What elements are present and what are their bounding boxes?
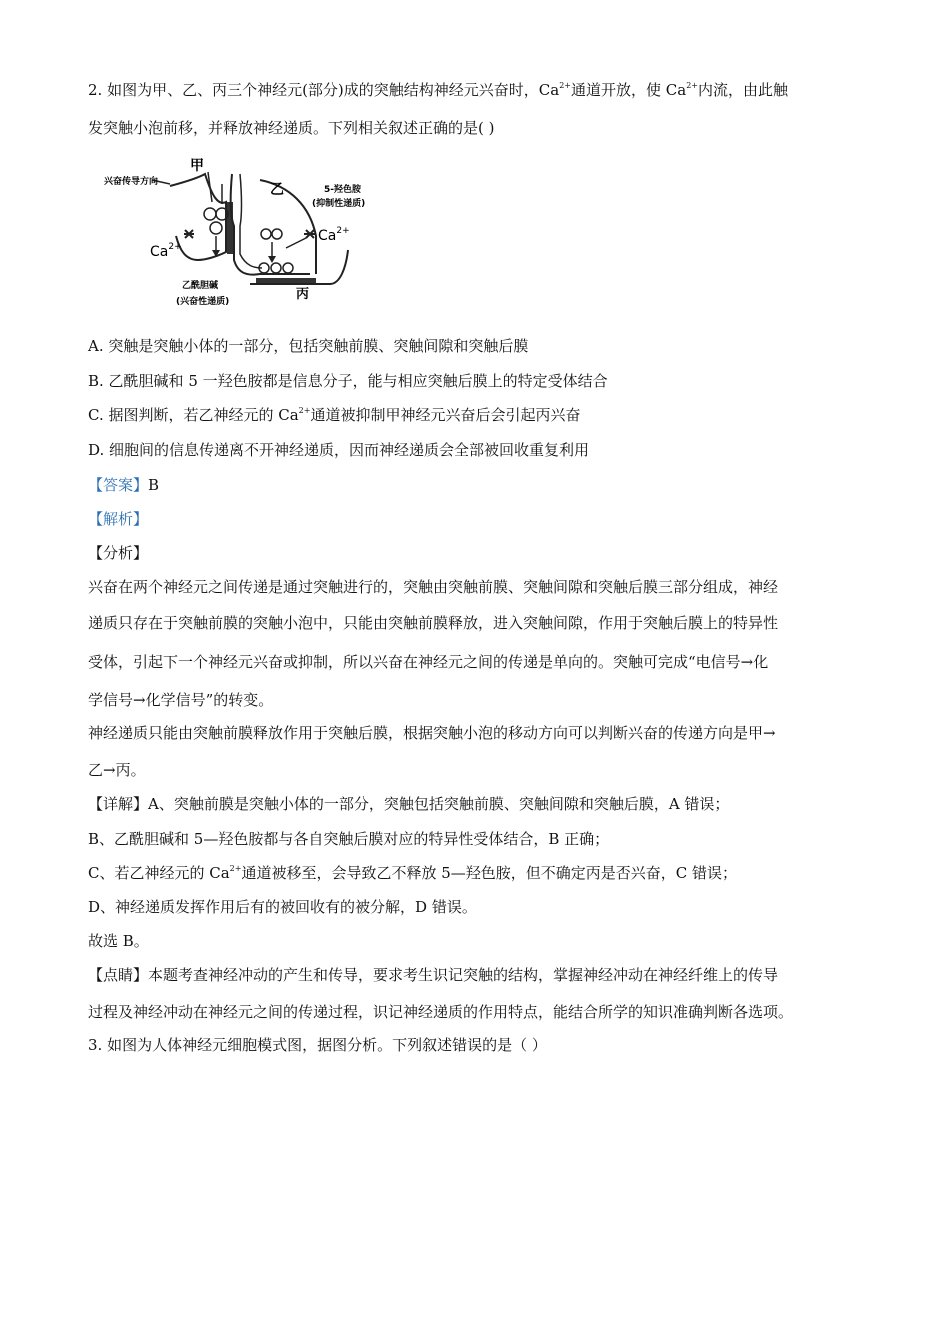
option-a: A. 突触是突触小体的一部分，包括突触前膜、突触间隙和突触后膜 — [88, 337, 529, 355]
label-ach-note: (兴奋性递质) — [176, 297, 230, 307]
comment-line-1: 【点睛】本题考查神经冲动的产生和传导，要求考生识记突触的结构，掌握神经冲动在神经纤维上的传导 — [88, 966, 779, 984]
question-2-line-1: 2. 如图为甲、乙、丙三个神经元(部分)成的突触结构神经元兴奋时，$Ca^{2+}$通道开放，使 $Ca^{2+}$内流，由此触 — [88, 81, 789, 99]
fenxi-p1-line-1: 兴奋在两个神经元之间传递是通过突触进行的，突触由突触前膜、突触间隙和突触后膜三部分组成，神经 — [88, 578, 779, 596]
vesicle — [204, 208, 216, 220]
label-5ht-note: (抑制性递质) — [312, 199, 366, 209]
postsynaptic-membrane-bing — [256, 278, 316, 283]
fenxi-p2-line-1: 神经递质只能由突触前膜释放作用于突触后膜，根据突触小泡的移动方向可以判断兴奋的传递方向是甲→ — [88, 724, 776, 742]
calcium-arrow — [286, 238, 306, 248]
detail-line-5: 故选 B。 — [88, 932, 149, 950]
option-c: C. 据图判断，若乙神经元的 $Ca^{2+}$通道被抑制甲神经元兴奋后会引起丙兴奋 — [88, 406, 581, 424]
label-calcium-right: $Ca^{2+}$ — [318, 226, 350, 244]
calcium-channel-icon — [184, 230, 194, 238]
vesicle — [261, 229, 271, 239]
vesicle-arrowhead — [268, 256, 276, 263]
analysis-tag: 【解析】 — [88, 510, 149, 528]
fenxi-p1-line-4: 学信号→化学信号”的转变。 — [88, 691, 274, 709]
question-3: 3. 如图为人体神经元细胞模式图，据图分析。下列叙述错误的是（ ） — [88, 1036, 547, 1054]
label-direction: 兴奋传导方向 — [104, 177, 159, 187]
detail-line-2: B、乙酰胆碱和 5—羟色胺都与各自突触后膜对应的特异性受体结合，B 正确； — [88, 830, 610, 848]
vesicle — [271, 263, 281, 273]
detail-line-4: D、神经递质发挥作用后有的被回收有的被分解，D 错误。 — [88, 898, 477, 916]
answer-line — [88, 475, 159, 495]
fenxi-tag: 【分析】 — [88, 544, 149, 562]
synapse-figure — [90, 156, 415, 314]
option-d: D. 细胞间的信息传递离不开神经递质，因而神经递质会全部被回收重复利用 — [88, 441, 590, 459]
label-bing: 丙 — [296, 287, 310, 302]
label-yi: 乙 — [270, 182, 284, 198]
option-b: B. 乙酰胆碱和 5 一羟色胺都是信息分子，能与相应突触后膜上的特定受体结合 — [88, 372, 608, 390]
vesicle — [283, 263, 293, 273]
label-ach: 乙酰胆碱 — [182, 281, 219, 291]
fenxi-p1-line-2: 递质只存在于突触前膜的突触小泡中，只能由突触前膜释放，进入突触间隙，作用于突触后膜上的特异性 — [88, 614, 779, 632]
comment-line-2: 过程及神经冲动在神经元之间的传递过程，识记神经递质的作用特点，能结合所学的知识准确判断各选项。 — [88, 1003, 794, 1021]
vesicle — [210, 222, 222, 234]
detail-line-3: C、若乙神经元的 $Ca^{2+}$通道被移至，会导致乙不释放 5—羟色胺，但不确定丙是否兴奋，C 错误； — [88, 864, 738, 882]
question-2-line-2: 发突触小泡前移，并释放神经递质。下列相关叙述正确的是( ) — [88, 119, 495, 137]
fenxi-p1-line-3: 受体，引起下一个神经元兴奋或抑制，所以兴奋在神经元之间的传递是单向的。突触可完成“电信号→化 — [88, 653, 769, 671]
label-5ht: 5-羟色胺 — [324, 185, 361, 195]
label-calcium-left: $Ca^{2+}$ — [150, 242, 182, 260]
calcium-channel-icon — [304, 230, 316, 238]
label-jia: 甲 — [190, 158, 204, 174]
neuron-yi-right — [260, 180, 316, 274]
fenxi-p2-line-2: 乙→丙。 — [88, 761, 146, 779]
detail-line-1: 【详解】A、突触前膜是突触小体的一部分，突触包括突触前膜、突触间隙和突触后膜，A 错误； — [88, 795, 730, 813]
answer-tag: 【答案】 — [88, 476, 149, 494]
vesicle — [272, 229, 282, 239]
answer-value: B — [148, 476, 160, 494]
neuron-yi-inner — [240, 174, 262, 268]
